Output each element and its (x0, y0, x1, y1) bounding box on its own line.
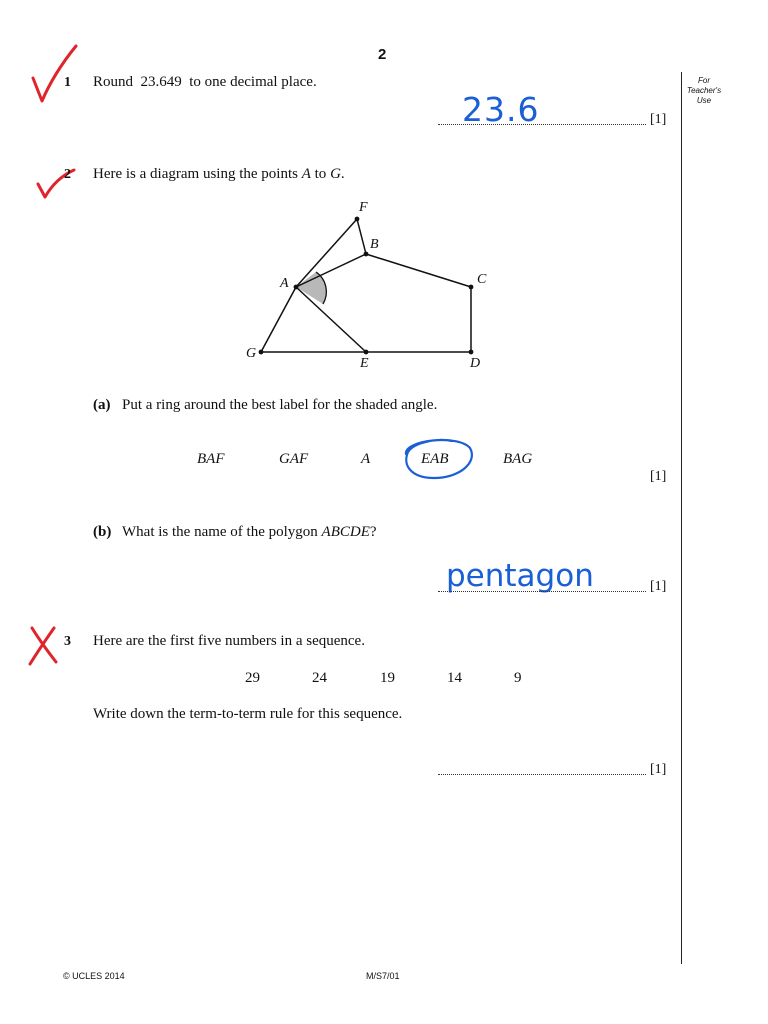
point-f (355, 217, 360, 222)
label-d: D (470, 356, 481, 371)
q2a-mark: [1] (650, 469, 667, 484)
q3-mark: [1] (650, 762, 667, 777)
option-gaf[interactable]: GAF (279, 451, 309, 467)
option-a[interactable]: A (361, 451, 371, 467)
q2a-label: (a) (93, 397, 111, 413)
q2b-text-polygon: ABCDE (321, 524, 370, 540)
point-c (469, 285, 474, 290)
sequence-term-1: 29 (245, 670, 260, 686)
q2b-text-end: ? (369, 524, 377, 540)
sequence-term-5: 9 (514, 670, 522, 686)
segment-bc (366, 254, 471, 287)
q1-text: Round 23.649 to one decimal place. (93, 74, 317, 90)
label-a: A (280, 276, 289, 291)
point-a (294, 285, 299, 290)
q1-number: 1 (64, 75, 71, 90)
teacher-line-2: Teacher's (686, 86, 722, 95)
option-eab[interactable]: EAB (421, 451, 449, 467)
q3-number: 3 (64, 634, 71, 649)
label-g: G (246, 346, 257, 361)
q2b-label: (b) (93, 524, 112, 540)
page-number: 2 (378, 46, 387, 63)
q2b-text-prefix: What is the name of the polygon (122, 524, 322, 540)
label-b: B (370, 237, 379, 252)
q2b-answer-line[interactable] (438, 591, 646, 592)
label-c: C (477, 272, 487, 287)
option-bag[interactable]: BAG (503, 451, 533, 467)
answer-ring (398, 432, 478, 484)
q1-handwritten-answer: 23.6 (462, 90, 540, 129)
footer-paper-code: M/S7/01 (366, 971, 400, 981)
q2-text-point-a: A (301, 166, 311, 182)
q3-answer-line[interactable] (438, 774, 646, 775)
q3-cross-mark (26, 624, 60, 666)
label-f: F (359, 200, 368, 215)
sequence-term-4: 14 (447, 670, 462, 686)
segment-ag (261, 287, 296, 352)
q2-text-mid: to (310, 166, 331, 182)
q3-instruction: Write down the term-to-term rule for this sequence. (93, 706, 403, 722)
teacher-line-1: For (698, 76, 710, 85)
sequence-term-2: 24 (312, 670, 327, 686)
sequence-term-3: 19 (380, 670, 395, 686)
footer-copyright: © UCLES 2014 (63, 971, 125, 981)
label-e: E (360, 356, 369, 371)
point-g (259, 350, 264, 355)
q2-text-end: . (340, 166, 345, 182)
q2b-mark: [1] (650, 579, 667, 594)
point-e (364, 350, 369, 355)
segment-ab (296, 254, 366, 287)
q2-text-prefix: Here is a diagram using the points (93, 166, 302, 182)
segment-fb (357, 219, 366, 254)
segment-ae (296, 287, 366, 352)
q2b-text (122, 524, 377, 541)
q2-number: 2 (64, 167, 71, 182)
segment-af (296, 219, 357, 287)
q2b-handwritten-answer: pentagon (446, 558, 594, 594)
teacher-line-3: Use (696, 96, 712, 105)
q2a-text: Put a ring around the best label for the shaded angle. (122, 397, 438, 413)
point-b (364, 252, 369, 257)
q3-text: Here are the first five numbers in a sequence. (93, 633, 365, 649)
option-baf[interactable]: BAF (197, 451, 225, 467)
q1-mark: [1] (650, 112, 667, 127)
polygon-diagram (0, 0, 768, 400)
point-d (469, 350, 474, 355)
q2-text-point-g: G (330, 166, 341, 182)
